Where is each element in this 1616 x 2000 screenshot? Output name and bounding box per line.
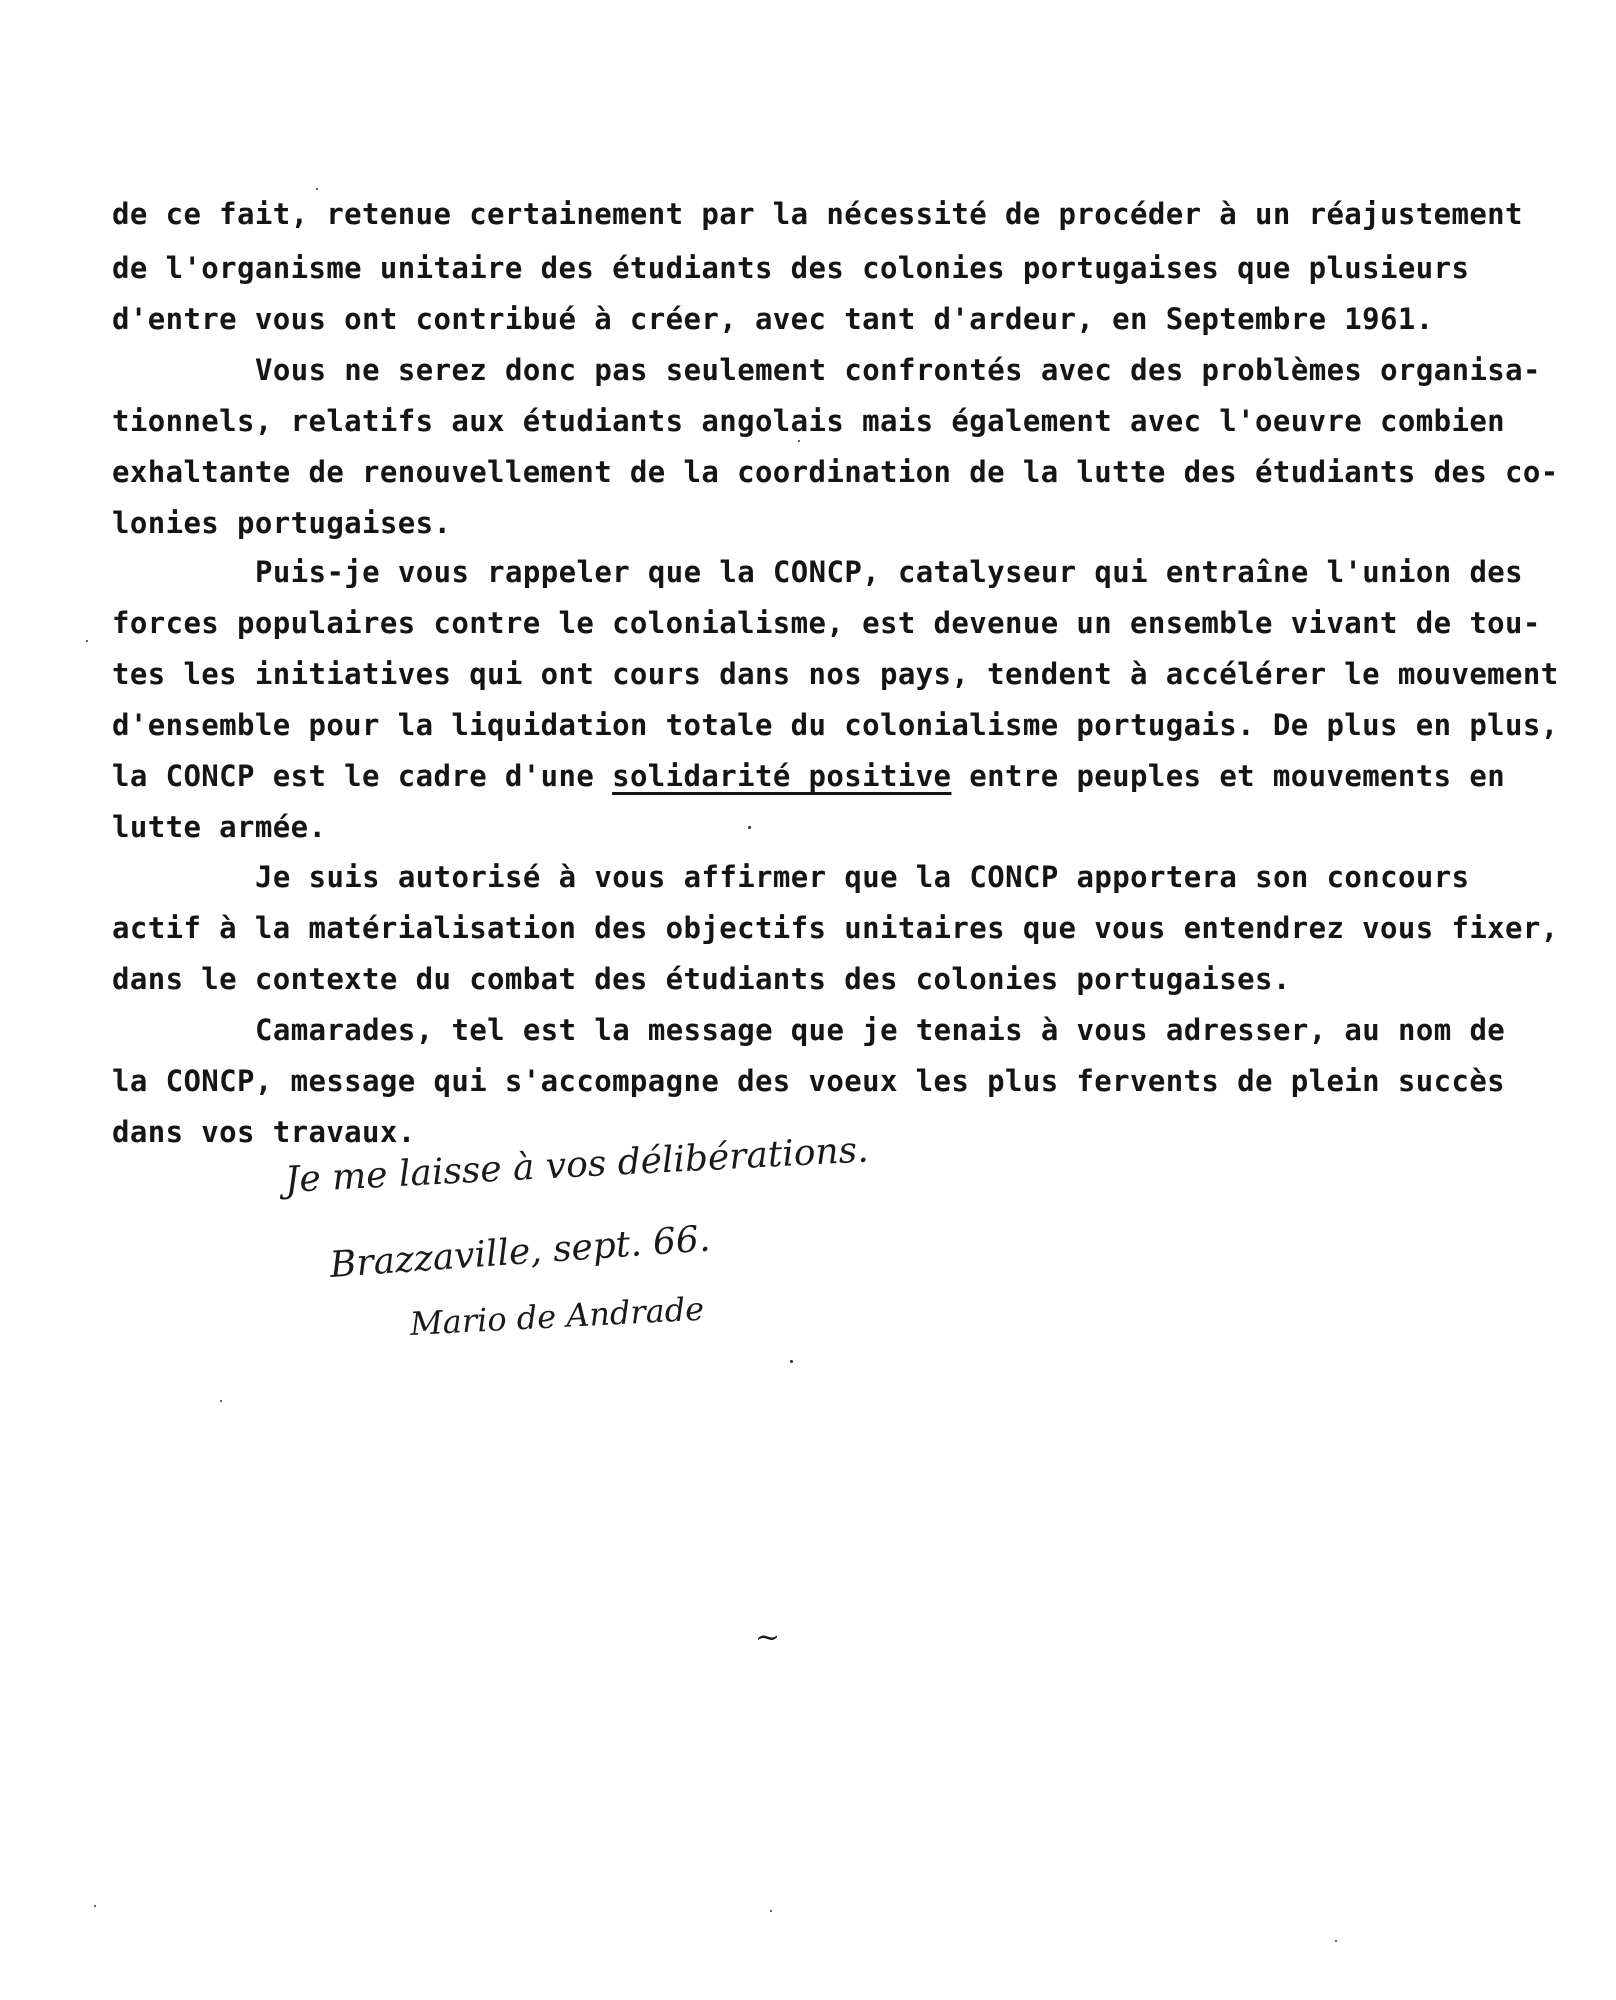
text-line: Camarades, tel est la message que je tenais à vous adresser, au nom de (255, 1013, 1506, 1047)
footer-mark: ~ (755, 1620, 781, 1655)
scan-speck (770, 1910, 772, 1912)
text-line: de l'organisme unitaire des étudiants des colonies portugaises que plusieurs (112, 251, 1470, 285)
scan-speck (790, 1360, 793, 1363)
text-span: la CONCP est le cadre d'une (112, 759, 613, 793)
scan-speck (220, 1400, 222, 1402)
text-line: lonies portugaises. (112, 506, 452, 540)
text-line: dans le contexte du combat des étudiants des colonies portugaises. (112, 962, 1291, 996)
text-line: exhaltante de renouvellement de la coordination de la lutte des étudiants des co- (112, 455, 1559, 489)
text-line: tionnels, relatifs aux étudiants angolais mais également avec l'oeuvre combien (112, 404, 1506, 438)
text-line: tes les initiatives qui ont cours dans nos pays, tendent à accélérer le mouvement (112, 657, 1559, 691)
text-line: forces populaires contre le colonialisme, est devenue un ensemble vivant de tou- (112, 606, 1541, 640)
scan-speck (94, 1905, 96, 1907)
underlined-phrase: solidarité positive (612, 759, 952, 793)
text-line: d'ensemble pour la liquidation totale du colonialisme portugais. De plus en plus, (112, 708, 1559, 742)
scan-speck (86, 640, 88, 642)
scan-speck (1335, 1940, 1337, 1942)
text-line (112, 759, 1506, 793)
text-line: Puis-je vous rappeler que la CONCP, catalyseur qui entraîne l'union des (255, 555, 1524, 589)
handwritten-place-date: Brazzaville, sept. 66. (328, 1218, 712, 1286)
text-line: la CONCP, message qui s'accompagne des voeux les plus fervents de plein succès (112, 1064, 1506, 1098)
scan-speck (316, 188, 318, 190)
scan-speck (748, 826, 751, 829)
text-line: lutte armée. (112, 810, 327, 844)
scan-speck (798, 440, 800, 442)
text-line: Vous ne serez donc pas seulement confrontés avec des problèmes organisa- (255, 353, 1541, 387)
text-line: d'entre vous ont contribué à créer, avec tant d'ardeur, en Septembre 1961. (112, 302, 1434, 336)
handwritten-closing: Je me laisse à vos délibérations. (283, 1129, 870, 1201)
text-line: dans vos travaux. (112, 1115, 416, 1149)
handwritten-signature: Mario de Andrade (409, 1289, 705, 1343)
text-line: de ce fait, retenue certainement par la nécessité de procéder à un réajustement (112, 197, 1523, 231)
text-span: entre peuples et mouvements en (951, 759, 1506, 793)
text-line: Je suis autorisé à vous affirmer que la CONCP apportera son concours (255, 860, 1470, 894)
text-line: actif à la matérialisation des objectifs unitaires que vous entendrez vous fixer, (112, 911, 1559, 945)
